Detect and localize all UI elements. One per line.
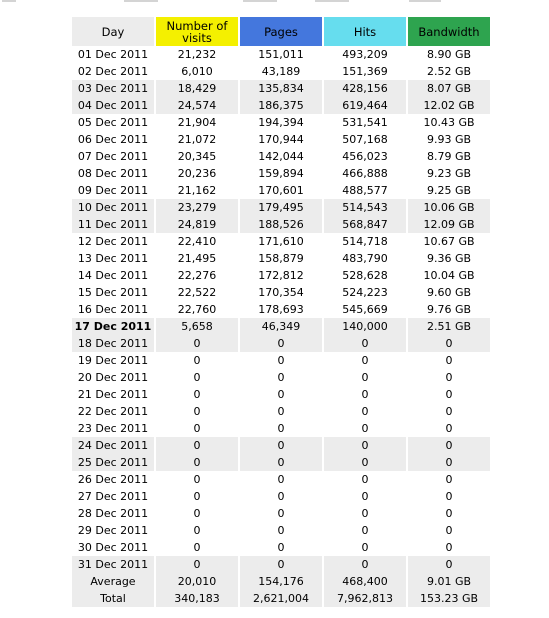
pages-cell: 142,044 xyxy=(258,150,304,163)
visits-cell: 0 xyxy=(193,371,201,384)
pages-cell: 178,693 xyxy=(258,303,304,316)
hits-cell: 514,718 xyxy=(342,235,388,248)
day-cell: 19 Dec 2011 xyxy=(77,354,149,367)
visits-cell: 21,162 xyxy=(177,184,217,197)
table-row xyxy=(72,539,490,556)
table-row xyxy=(72,233,490,250)
hits-cell: 0 xyxy=(361,507,369,520)
visits-cell: 24,574 xyxy=(156,97,238,114)
pages-cell: 0 xyxy=(277,507,285,520)
table-row xyxy=(72,63,490,80)
hits-cell: 0 xyxy=(361,405,369,418)
average-row xyxy=(72,573,490,590)
pages-cell: 0 xyxy=(277,490,285,503)
visits-cell: 22,410 xyxy=(177,235,217,248)
average-pages: 154,176 xyxy=(240,573,322,590)
day-cell: 12 Dec 2011 xyxy=(77,235,149,248)
pages-cell: 0 xyxy=(240,437,322,454)
day-cell: 26 Dec 2011 xyxy=(77,473,149,486)
bandwidth-cell: 0 xyxy=(445,490,453,503)
pages-column-header: Pages xyxy=(240,17,322,46)
table-row xyxy=(72,369,490,386)
table-row xyxy=(72,352,490,369)
pages-cell: 170,354 xyxy=(258,286,304,299)
average-hits: 468,400 xyxy=(324,573,406,590)
table-row xyxy=(72,114,490,131)
visits-cell: 0 xyxy=(156,335,238,352)
table-row xyxy=(72,488,490,505)
day-cell: 05 Dec 2011 xyxy=(77,116,149,129)
bandwidth-cell: 10.43 GB xyxy=(423,116,475,129)
table-row xyxy=(72,335,490,352)
day-cell: 11 Dec 2011 xyxy=(72,216,154,233)
hits-cell: 483,790 xyxy=(342,252,388,265)
table-row xyxy=(72,165,490,182)
hits-cell: 0 xyxy=(361,354,369,367)
bandwidth-cell: 0 xyxy=(408,335,490,352)
pages-cell: 194,394 xyxy=(258,116,304,129)
table-row xyxy=(72,250,490,267)
hits-cell: 524,223 xyxy=(342,286,388,299)
bandwidth-cell: 9.25 GB xyxy=(426,184,472,197)
hits-cell: 0 xyxy=(324,437,406,454)
bandwidth-cell: 0 xyxy=(445,541,453,554)
day-cell: 21 Dec 2011 xyxy=(77,388,149,401)
average-visits: 20,010 xyxy=(156,573,238,590)
pages-cell: 0 xyxy=(240,556,322,573)
bandwidth-cell: 0 xyxy=(445,354,453,367)
day-cell: 01 Dec 2011 xyxy=(77,48,149,61)
visits-cell: 21,495 xyxy=(177,252,217,265)
top-edge-bar xyxy=(0,0,549,3)
bandwidth-cell: 8.79 GB xyxy=(426,150,472,163)
table-row xyxy=(72,505,490,522)
visits-cell: 0 xyxy=(193,354,201,367)
visits-cell: 5,658 xyxy=(156,318,238,335)
pages-cell: 0 xyxy=(277,354,285,367)
visits-cell: 0 xyxy=(193,524,201,537)
bandwidth-cell: 0 xyxy=(408,454,490,471)
table-row xyxy=(72,148,490,165)
bandwidth-cell: 12.09 GB xyxy=(408,216,490,233)
bandwidth-cell: 8.07 GB xyxy=(408,80,490,97)
pages-cell: 188,526 xyxy=(240,216,322,233)
visits-cell: 0 xyxy=(193,490,201,503)
visits-cell: 0 xyxy=(193,507,201,520)
bandwidth-cell: 0 xyxy=(445,405,453,418)
visits-cell: 22,276 xyxy=(177,269,217,282)
hits-column-header: Hits xyxy=(324,17,406,46)
bandwidth-cell: 2.51 GB xyxy=(408,318,490,335)
day-cell: 27 Dec 2011 xyxy=(77,490,149,503)
pages-cell: 186,375 xyxy=(240,97,322,114)
hits-cell: 531,541 xyxy=(342,116,388,129)
bandwidth-cell: 9.23 GB xyxy=(426,167,472,180)
pages-cell: 0 xyxy=(277,422,285,435)
day-cell: 06 Dec 2011 xyxy=(77,133,149,146)
day-cell: 31 Dec 2011 xyxy=(72,556,154,573)
day-cell: 03 Dec 2011 xyxy=(72,80,154,97)
pages-cell: 158,879 xyxy=(258,252,304,265)
bandwidth-cell: 9.93 GB xyxy=(426,133,472,146)
hits-cell: 0 xyxy=(361,371,369,384)
total-hits: 7,962,813 xyxy=(324,590,406,607)
header-row xyxy=(72,17,490,46)
table-row xyxy=(72,437,490,454)
bandwidth-cell: 10.67 GB xyxy=(423,235,475,248)
visits-cell: 20,236 xyxy=(177,167,217,180)
pages-cell: 0 xyxy=(277,388,285,401)
hits-cell: 0 xyxy=(324,335,406,352)
pages-cell: 172,812 xyxy=(258,269,304,282)
day-cell: 20 Dec 2011 xyxy=(77,371,149,384)
bandwidth-cell: 0 xyxy=(445,507,453,520)
day-cell: 02 Dec 2011 xyxy=(77,65,149,78)
hits-cell: 151,369 xyxy=(342,65,388,78)
visits-cell: 0 xyxy=(156,437,238,454)
bandwidth-cell: 10.06 GB xyxy=(408,199,490,216)
hits-cell: 545,669 xyxy=(342,303,388,316)
bandwidth-cell: 10.04 GB xyxy=(423,269,475,282)
visits-cell: 20,345 xyxy=(177,150,217,163)
visits-cell: 22,760 xyxy=(177,303,217,316)
visits-cell: 21,072 xyxy=(177,133,217,146)
table-row xyxy=(72,471,490,488)
table-row xyxy=(72,301,490,318)
table-row xyxy=(72,556,490,573)
bandwidth-cell: 0 xyxy=(408,437,490,454)
hits-cell: 456,023 xyxy=(342,150,388,163)
bandwidth-cell: 0 xyxy=(408,556,490,573)
table-row xyxy=(72,386,490,403)
table-row xyxy=(72,318,490,335)
hits-cell: 466,888 xyxy=(342,167,388,180)
hits-cell: 0 xyxy=(361,388,369,401)
average-bandwidth: 9.01 GB xyxy=(408,573,490,590)
pages-cell: 46,349 xyxy=(240,318,322,335)
day-cell: 28 Dec 2011 xyxy=(77,507,149,520)
daily-stats-table xyxy=(70,17,492,607)
bandwidth-cell: 12.02 GB xyxy=(408,97,490,114)
visits-cell: 18,429 xyxy=(156,80,238,97)
hits-cell: 514,543 xyxy=(324,199,406,216)
visits-cell: 21,904 xyxy=(177,116,217,129)
visits-cell: 23,279 xyxy=(156,199,238,216)
day-cell: 15 Dec 2011 xyxy=(77,286,149,299)
visits-cell: 0 xyxy=(193,422,201,435)
pages-cell: 43,189 xyxy=(261,65,301,78)
visits-cell: 6,010 xyxy=(181,65,213,78)
day-cell: 23 Dec 2011 xyxy=(77,422,149,435)
bandwidth-column-header: Bandwidth xyxy=(408,17,490,46)
visits-cell: 0 xyxy=(193,388,201,401)
visits-cell: 0 xyxy=(193,405,201,418)
bandwidth-cell: 0 xyxy=(445,371,453,384)
day-cell: 30 Dec 2011 xyxy=(77,541,149,554)
visits-cell: 24,819 xyxy=(156,216,238,233)
table-row xyxy=(72,80,490,97)
pages-cell: 171,610 xyxy=(258,235,304,248)
hits-cell: 0 xyxy=(361,422,369,435)
day-cell: 29 Dec 2011 xyxy=(77,524,149,537)
hits-cell: 428,156 xyxy=(324,80,406,97)
table-row xyxy=(72,46,490,63)
table-row xyxy=(72,522,490,539)
hits-cell: 568,847 xyxy=(324,216,406,233)
hits-cell: 0 xyxy=(361,541,369,554)
visits-cell: 0 xyxy=(156,454,238,471)
day-cell: 24 Dec 2011 xyxy=(72,437,154,454)
pages-cell: 151,011 xyxy=(258,48,304,61)
table-row xyxy=(72,267,490,284)
total-visits: 340,183 xyxy=(156,590,238,607)
hits-cell: 507,168 xyxy=(342,133,388,146)
pages-cell: 0 xyxy=(240,335,322,352)
table-row xyxy=(72,199,490,216)
visits-cell: 21,232 xyxy=(177,48,217,61)
table-row xyxy=(72,403,490,420)
hits-cell: 140,000 xyxy=(324,318,406,335)
bandwidth-cell: 9.76 GB xyxy=(426,303,472,316)
hits-cell: 0 xyxy=(324,454,406,471)
bandwidth-cell: 9.36 GB xyxy=(426,252,472,265)
day-cell: 13 Dec 2011 xyxy=(77,252,149,265)
hits-cell: 0 xyxy=(361,524,369,537)
bandwidth-cell: 0 xyxy=(445,388,453,401)
hits-cell: 0 xyxy=(324,556,406,573)
visits-cell: 0 xyxy=(156,556,238,573)
total-bandwidth: 153.23 GB xyxy=(408,590,490,607)
day-cell: 10 Dec 2011 xyxy=(72,199,154,216)
table-row xyxy=(72,420,490,437)
day-cell: 14 Dec 2011 xyxy=(77,269,149,282)
pages-cell: 0 xyxy=(240,454,322,471)
table-row xyxy=(72,97,490,114)
bandwidth-cell: 0 xyxy=(445,422,453,435)
bandwidth-cell: 2.52 GB xyxy=(426,65,472,78)
total-row xyxy=(72,590,490,607)
table-row xyxy=(72,216,490,233)
total-label: Total xyxy=(72,590,154,607)
pages-cell: 170,601 xyxy=(258,184,304,197)
bandwidth-cell: 0 xyxy=(445,473,453,486)
hits-cell: 493,209 xyxy=(342,48,388,61)
table-body xyxy=(72,46,490,573)
bandwidth-cell: 8.90 GB xyxy=(426,48,472,61)
day-cell: 08 Dec 2011 xyxy=(77,167,149,180)
bandwidth-cell: 0 xyxy=(445,524,453,537)
pages-cell: 0 xyxy=(277,524,285,537)
pages-cell: 0 xyxy=(277,371,285,384)
table-row xyxy=(72,182,490,199)
day-column-header: Day xyxy=(72,17,154,46)
pages-cell: 159,894 xyxy=(258,167,304,180)
pages-cell: 179,495 xyxy=(240,199,322,216)
day-cell: 07 Dec 2011 xyxy=(77,150,149,163)
table-row xyxy=(72,131,490,148)
pages-cell: 0 xyxy=(277,473,285,486)
day-cell: 25 Dec 2011 xyxy=(72,454,154,471)
pages-cell: 170,944 xyxy=(258,133,304,146)
day-cell: 09 Dec 2011 xyxy=(77,184,149,197)
hits-cell: 528,628 xyxy=(342,269,388,282)
table-row xyxy=(72,284,490,301)
hits-cell: 0 xyxy=(361,473,369,486)
day-cell: 16 Dec 2011 xyxy=(77,303,149,316)
bandwidth-cell: 9.60 GB xyxy=(426,286,472,299)
visits-cell: 0 xyxy=(193,473,201,486)
visits-cell: 0 xyxy=(193,541,201,554)
average-label: Average xyxy=(72,573,154,590)
pages-cell: 0 xyxy=(277,405,285,418)
hits-cell: 619,464 xyxy=(324,97,406,114)
day-cell: 17 Dec 2011 xyxy=(72,318,154,335)
visits-column-header: Number of visits xyxy=(156,17,238,46)
pages-cell: 135,834 xyxy=(240,80,322,97)
visits-cell: 22,522 xyxy=(177,286,217,299)
hits-cell: 0 xyxy=(361,490,369,503)
hits-cell: 488,577 xyxy=(342,184,388,197)
day-cell: 22 Dec 2011 xyxy=(77,405,149,418)
pages-cell: 0 xyxy=(277,541,285,554)
table-row xyxy=(72,454,490,471)
day-cell: 18 Dec 2011 xyxy=(72,335,154,352)
day-cell: 04 Dec 2011 xyxy=(72,97,154,114)
total-pages: 2,621,004 xyxy=(240,590,322,607)
